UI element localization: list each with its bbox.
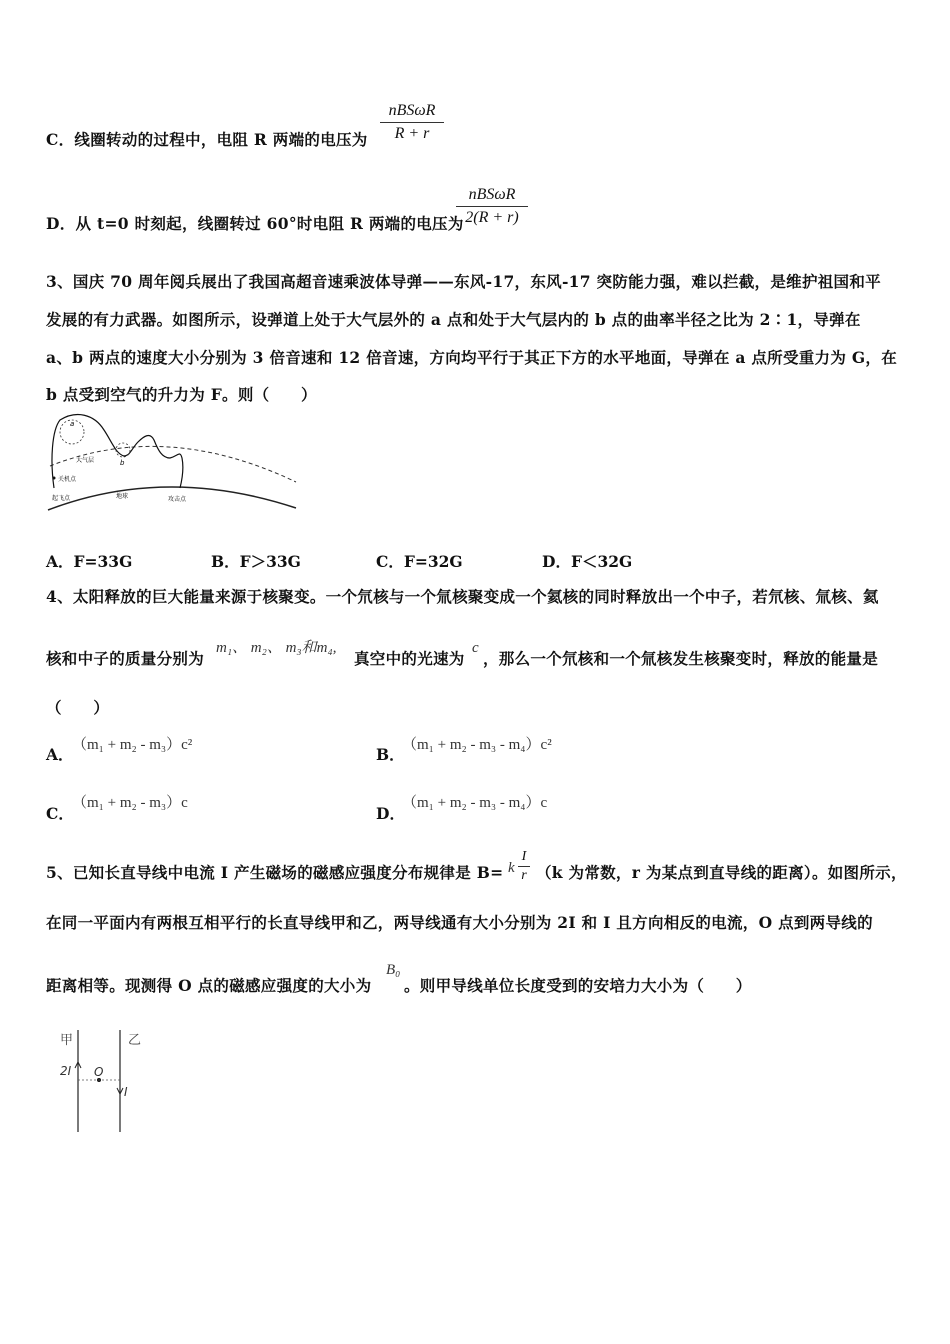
q4-option-b-expr: （m₁ + m₂ - m₃ - m₄）c² bbox=[402, 737, 552, 753]
fraction-numerator: nBSωR bbox=[456, 186, 528, 207]
q4-option-a-label: A． bbox=[46, 745, 74, 764]
q4-option-b-label: B． bbox=[376, 745, 405, 764]
parallel-wires-figure bbox=[56, 1024, 156, 1136]
launch-point-label: 起飞点 bbox=[52, 495, 71, 502]
q5-b0-symbol: B₀ bbox=[386, 962, 401, 978]
q4-option-c-label: C． bbox=[46, 804, 74, 823]
fraction-denominator: r bbox=[521, 868, 527, 883]
q3-line-3: a、b 两点的速度大小分别为 3 倍音速和 12 倍音速，方向均平行于其正下方的水平地面，导弹在 a 点所受重力为 G，在 bbox=[46, 348, 897, 367]
fraction-numerator: I bbox=[518, 849, 530, 867]
option-c-text: C．线圈转动的过程中，电阻 R 两端的电压为 bbox=[46, 130, 368, 149]
earth-label: 地球 bbox=[116, 493, 129, 500]
q4-option-d-label: D． bbox=[376, 804, 405, 823]
q3-option-b: B．F＞33G bbox=[211, 552, 301, 571]
q5-fraction bbox=[518, 849, 530, 884]
point-o-label: O bbox=[94, 1065, 104, 1079]
q4-line-2-post: ，那么一个氘核和一个氚核发生核聚变时，释放的能量是 bbox=[483, 649, 879, 668]
atmosphere-label: 大气层 bbox=[76, 457, 95, 464]
q5-k-symbol: k bbox=[508, 860, 515, 876]
q4-option-c-expr: （m₁ + m₂ - m₃）c bbox=[72, 795, 188, 811]
option-c-fraction bbox=[380, 102, 444, 143]
q3-line-2: 发展的有力武器。如图所示，设弹道上处于大气层外的 a 点和处于大气层内的 b 点的曲率半径之比为 2∶1，导弹在 bbox=[46, 310, 861, 329]
q3-option-d: D．F＜32G bbox=[542, 552, 633, 571]
target-point-label: 攻击点 bbox=[168, 496, 187, 503]
q3-option-c: C．F=32G bbox=[376, 552, 463, 571]
wire-b-current-label: I bbox=[124, 1085, 128, 1099]
q4-line-2-mid: 真空中的光速为 bbox=[354, 649, 465, 668]
missile-trajectory-figure bbox=[46, 410, 300, 514]
q3-line-4: b 点受到空气的升力为 F。则（ ） bbox=[46, 385, 317, 404]
q5-line-1-post: （k 为常数，r 为某点到直导线的距离）。如图所示， bbox=[536, 863, 907, 882]
q4-paren: （ ） bbox=[46, 698, 110, 717]
q5-line-3-post: 。则甲导线单位长度受到的安培力大小为（ ） bbox=[404, 976, 752, 995]
wire-a-current-label: 2I bbox=[60, 1064, 72, 1078]
shutdown-point-label: 关机点 bbox=[58, 476, 77, 483]
shutdown-point-dot bbox=[53, 477, 56, 480]
option-d-fraction bbox=[456, 186, 528, 227]
q5-line-2: 在同一平面内有两根互相平行的长直导线甲和乙，两导线通有大小分别为 2I 和 I 且方向相反的电流，O 点到两导线的 bbox=[46, 913, 873, 932]
q5-line-3-pre: 距离相等。现测得 O 点的磁感应强度的大小为 bbox=[46, 976, 372, 995]
q4-masses: m₁、 m₂、 m₃和m₄, bbox=[216, 640, 337, 656]
fraction-denominator: 2(R + r) bbox=[465, 209, 519, 226]
point-b-label: b bbox=[120, 459, 125, 467]
q4-option-a-expr: （m₁ + m₂ - m₃）c² bbox=[72, 737, 193, 753]
atmosphere-boundary bbox=[50, 446, 296, 482]
option-d-text: D．从 t=0 时刻起，线圈转过 60°时电阻 R 两端的电压为 bbox=[46, 214, 464, 233]
q4-light-speed-symbol: c bbox=[472, 640, 479, 656]
q3-line-1: 3、国庆 70 周年阅兵展出了我国高超音速乘波体导弹——东风-17，东风-17 突防能力强，难以拦截，是维护祖国和平 bbox=[46, 272, 881, 291]
q4-option-d-expr: （m₁ + m₂ - m₃ - m₄）c bbox=[402, 795, 548, 811]
q5-line-1-pre: 5、已知长直导线中电流 I 产生磁场的磁感应强度分布规律是 B= bbox=[46, 863, 504, 882]
fraction-numerator: nBSωR bbox=[380, 102, 444, 123]
q3-option-a: A．F=33G bbox=[46, 552, 133, 571]
fraction-denominator: R + r bbox=[394, 125, 430, 142]
wire-b-label: 乙 bbox=[128, 1033, 142, 1048]
wire-a-label: 甲 bbox=[60, 1033, 74, 1048]
q4-line-2-pre: 核和中子的质量分别为 bbox=[46, 649, 205, 668]
curvature-circle-b bbox=[116, 443, 130, 457]
point-a-label: a bbox=[70, 420, 75, 428]
q4-line-1: 4、太阳释放的巨大能量来源于核聚变。一个氘核与一个氚核聚变成一个氦核的同时释放出一个中子，若氘核、氚核、氦 bbox=[46, 587, 879, 606]
